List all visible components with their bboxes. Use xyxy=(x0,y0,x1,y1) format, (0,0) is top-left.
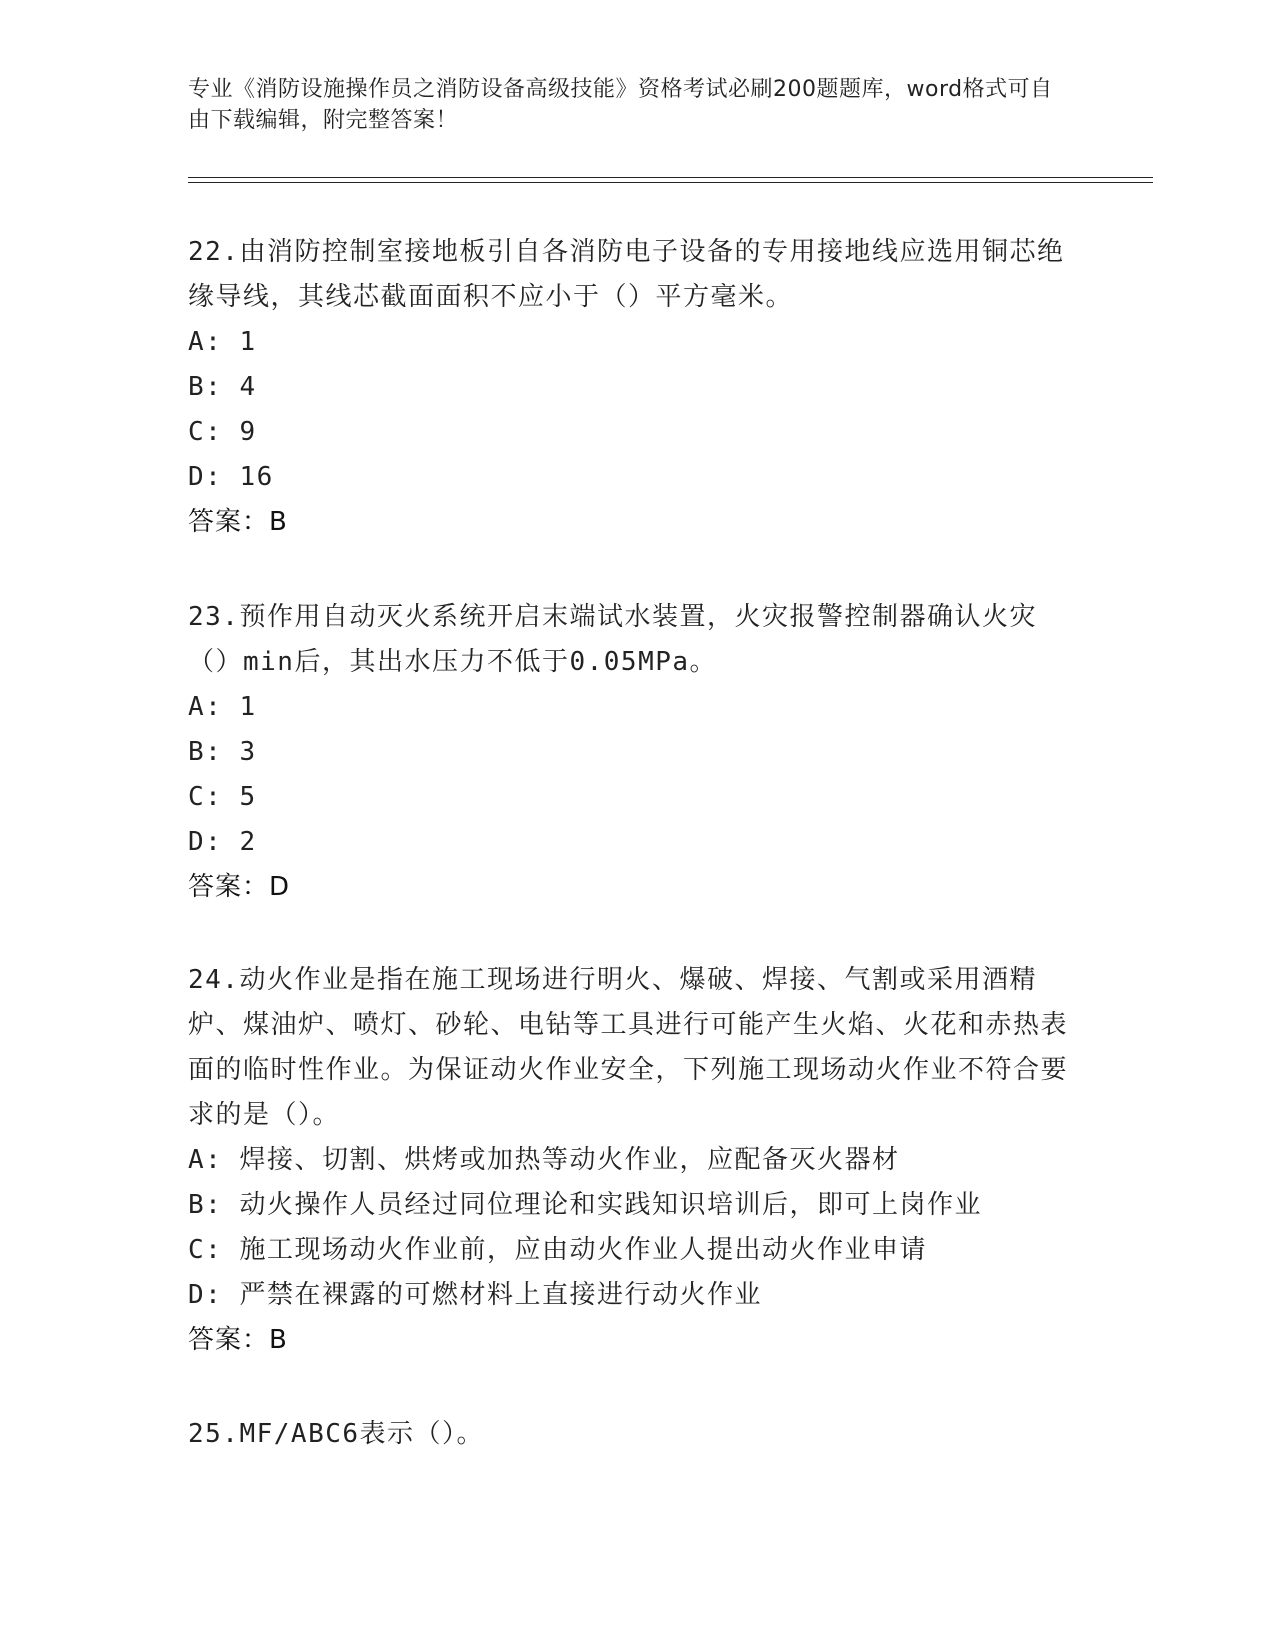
question-stem: 22.由消防控制室接地板引自各消防电子设备的专用接地线应选用铜芯绝缘导线，其线芯截面面积不应小于（）平方毫米。 xyxy=(188,237,1065,312)
option-d: D: 严禁在裸露的可燃材料上直接进行动火作业 xyxy=(188,1280,762,1310)
answer: 答案：D xyxy=(188,872,291,902)
option-b: B: 4 xyxy=(188,372,257,402)
answer: 答案：B xyxy=(188,1325,288,1355)
question-stem: 24.动火作业是指在施工现场进行明火、爆破、焊接、气割或采用酒精炉、煤油炉、喷灯、砂轮、电钻等工具进行可能产生火焰、火花和赤热表面的临时性作业。为保证动火作业安全，下列施工现场动火作业不符合要求的是（）。 xyxy=(188,965,1069,1130)
option-b: B: 3 xyxy=(188,737,257,767)
option-a: A: 焊接、切割、烘烤或加热等动火作业，应配备灭火器材 xyxy=(188,1145,900,1175)
document-header: 专业《消防设施操作员之消防设备高级技能》资格考试必刷200题题库，word格式可自由下载编辑，附完整答案！ xyxy=(188,77,1053,133)
option-a: A: 1 xyxy=(188,327,257,357)
option-b: B: 动火操作人员经过同位理论和实践知识培训后，即可上岗作业 xyxy=(188,1190,982,1220)
header-divider xyxy=(188,182,1153,183)
question-24 xyxy=(188,958,1078,1363)
question-25 xyxy=(188,1412,1078,1457)
option-c: C: 施工现场动火作业前，应由动火作业人提出动火作业申请 xyxy=(188,1235,927,1265)
option-d: D: 2 xyxy=(188,827,257,857)
header-divider xyxy=(188,177,1153,178)
question-23 xyxy=(188,595,1078,910)
option-c: C: 5 xyxy=(188,782,257,812)
option-d: D: 16 xyxy=(188,462,274,492)
question-22 xyxy=(188,230,1078,545)
option-a: A: 1 xyxy=(188,692,257,722)
question-stem: 23.预作用自动灭火系统开启末端试水装置，火灾报警控制器确认火灾（）min后，其出水压力不低于0.05MPa。 xyxy=(188,602,1037,677)
answer: 答案：B xyxy=(188,507,288,537)
option-c: C: 9 xyxy=(188,417,257,447)
question-stem: 25.MF/ABC6表示（）。 xyxy=(188,1419,485,1449)
